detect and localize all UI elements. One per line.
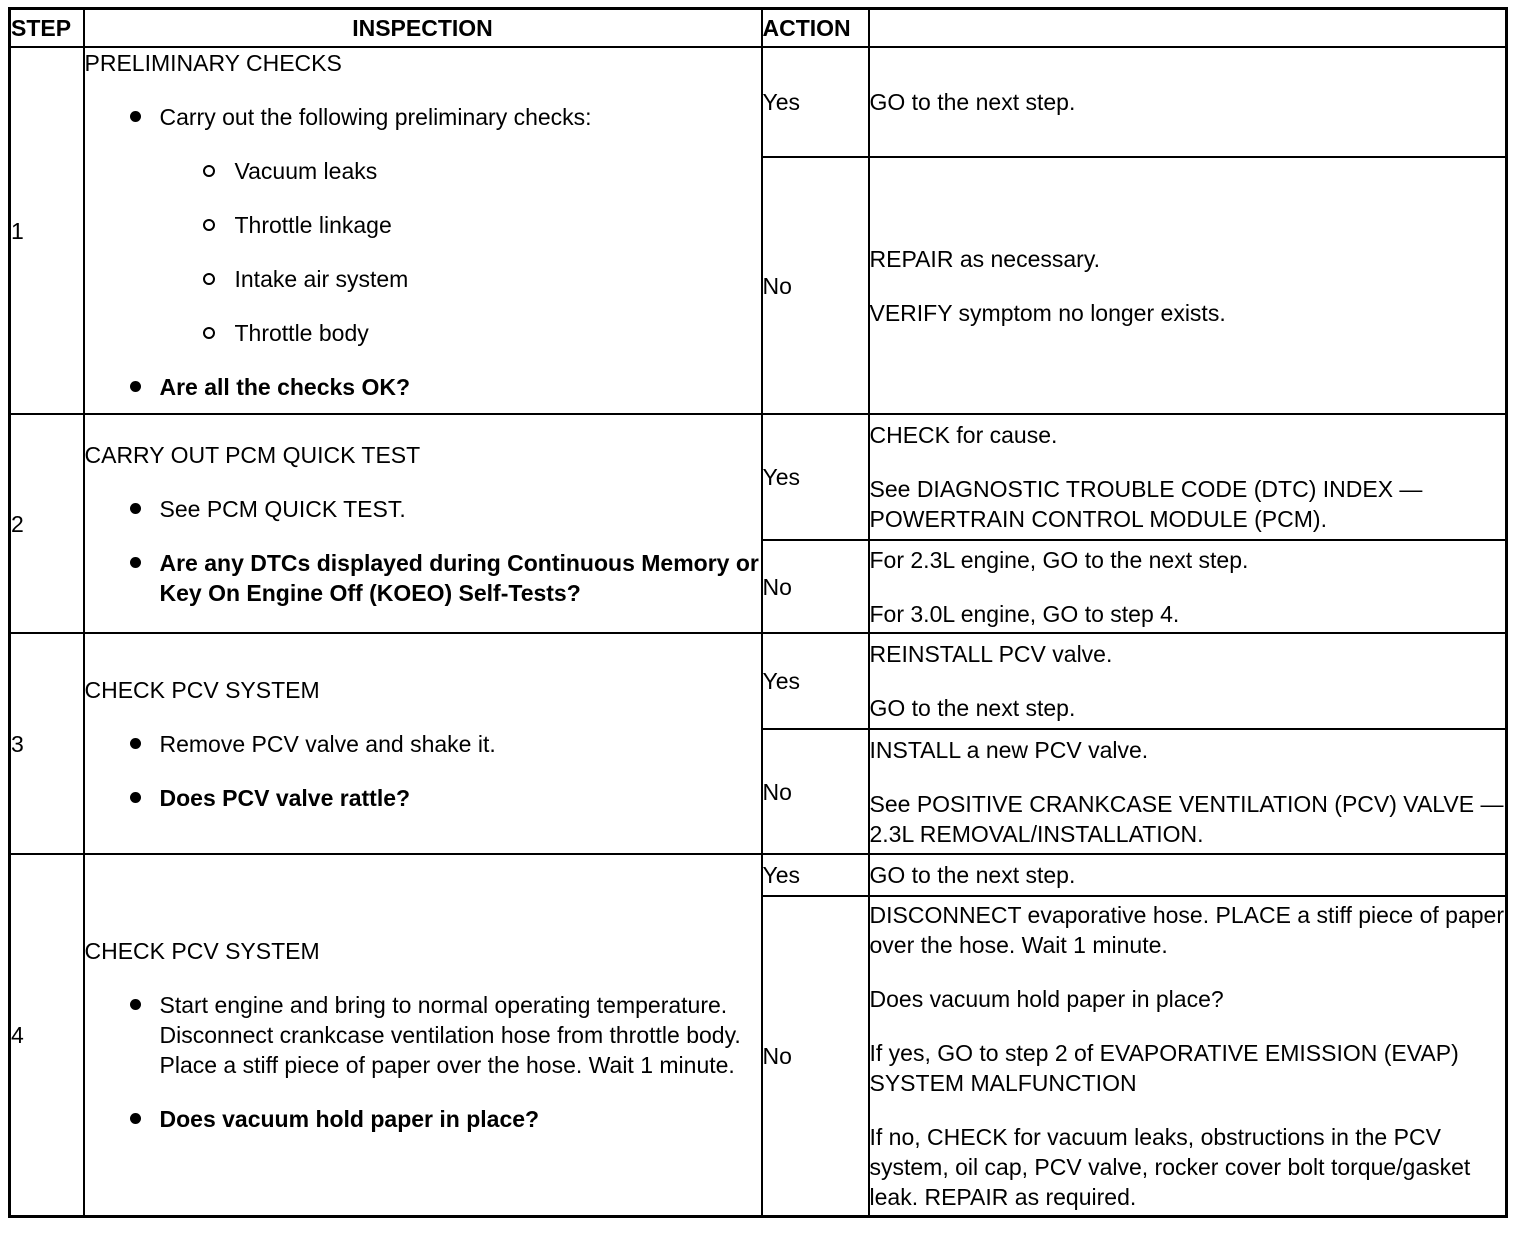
result-no: REPAIR as necessary. VERIFY symptom no longer exists. — [869, 157, 1507, 414]
inspection-title: CHECK PCV SYSTEM — [84, 938, 320, 964]
step-number: 3 — [10, 633, 84, 854]
answer-no: No — [762, 896, 869, 1217]
answer-yes: Yes — [762, 414, 869, 540]
check-item: Intake air system — [235, 264, 761, 294]
inspection-cell — [84, 47, 762, 414]
inspection-question: Are any DTCs displayed during Continuous Memory or Key On Engine Off (KOEO) Self-Tests? — [159, 549, 759, 606]
diagnostic-table — [8, 7, 1508, 1218]
step-number: 4 — [10, 854, 84, 1217]
step-number: 2 — [10, 414, 84, 633]
step-1-yes-row — [10, 47, 1507, 157]
answer-no: No — [762, 540, 869, 633]
step-3-yes-row — [10, 633, 1507, 729]
inspection-question: Does vacuum hold paper in place? — [160, 1104, 761, 1134]
step-2-yes-row — [10, 414, 1507, 540]
step-4-yes-row — [10, 854, 1507, 896]
header-inspection: INSPECTION — [84, 9, 762, 48]
answer-yes: Yes — [762, 854, 869, 896]
inspection-title: CHECK PCV SYSTEM — [84, 676, 320, 703]
inspection-question: Are all the checks OK? — [160, 372, 761, 402]
header-action: ACTION — [762, 9, 869, 48]
inspection-bullet: Remove PCV valve and shake it. — [160, 729, 761, 759]
inspection-bullet: Start engine and bring to normal operating temperature. Disconnect crankcase ventilation hose from throttle body. Place a stiff piece of paper over the hose. Wait 1 minute. — [160, 990, 761, 1080]
result-yes: REINSTALL PCV valve. GO to the next step. — [869, 633, 1507, 729]
inspection-question: Does PCV valve rattle? — [160, 783, 761, 813]
result-yes: CHECK for cause. See DIAGNOSTIC TROUBLE CODE (DTC) INDEX — POWERTRAIN CONTROL MODULE (PCM). — [869, 414, 1507, 540]
check-item: Vacuum leaks — [235, 156, 761, 186]
inspection-cell — [84, 414, 762, 633]
inspection-bullet: Carry out the following preliminary checks: Vacuum leaks Throttle linkage Intake air system Throttle body — [160, 102, 761, 348]
inspection-title: PRELIMINARY CHECKS — [84, 50, 342, 76]
check-item: Throttle body — [235, 318, 761, 348]
result-yes: GO to the next step. — [869, 854, 1507, 896]
answer-no: No — [762, 157, 869, 414]
inspection-bullet: See PCM QUICK TEST. — [160, 494, 761, 524]
result-no: INSTALL a new PCV valve. See POSITIVE CRANKCASE VENTILATION (PCV) VALVE — 2.3L REMOVAL/INSTALLATION. — [869, 729, 1507, 854]
result-no: DISCONNECT evaporative hose. PLACE a stiff piece of paper over the hose. Wait 1 minute. Does vacuum hold paper in place? If yes, GO to step 2 of EVAPORATIVE EMISSION (EVAP) SYSTEM MALFUNCTION If no, CHECK for vacuum leaks, obstructions in the PCV system, oil cap, PCV valve, rocker cover bolt torque/gasket leak. REPAIR as required. — [869, 896, 1507, 1217]
check-item: Throttle linkage — [235, 210, 761, 240]
answer-no: No — [762, 729, 869, 854]
answer-yes: Yes — [762, 47, 869, 157]
answer-yes: Yes — [762, 633, 869, 729]
inspection-title: CARRY OUT PCM QUICK TEST — [84, 441, 421, 468]
inspection-cell — [84, 854, 762, 1217]
result-no: For 2.3L engine, GO to the next step. For 3.0L engine, GO to step 4. — [869, 540, 1507, 633]
step-number: 1 — [10, 47, 84, 414]
result-yes: GO to the next step. — [869, 47, 1507, 157]
header-result — [869, 9, 1507, 48]
header-step: STEP — [10, 9, 84, 48]
inspection-cell — [84, 633, 762, 854]
header-row — [10, 9, 1507, 48]
